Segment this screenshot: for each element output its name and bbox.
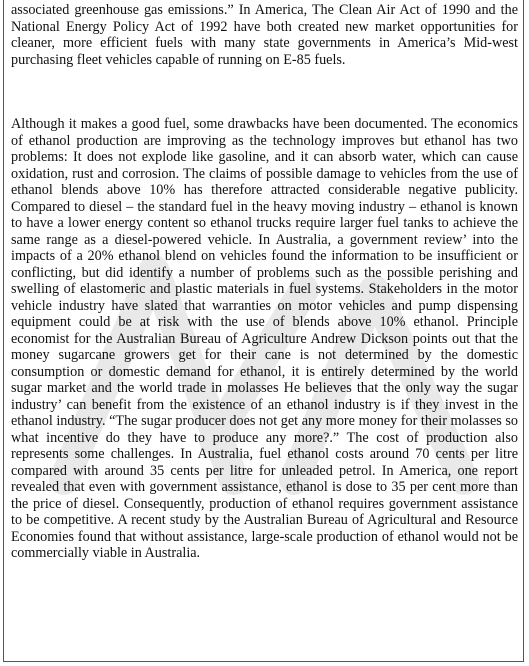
paragraph-1: associated greenhouse gas emissions.” In America, The Clean Air Act of 1990 and the National Energy Policy Act of 1992 have both created new market opportunities for cleaner, more efficient fuels with many state governments in America’s Mid-west purchasing fleet vehicles capable of running on E-85 fuels. bbox=[11, 2, 518, 68]
document-page bbox=[3, 0, 524, 662]
paragraph-2: Although it makes a good fuel, some drawbacks have been documented. The economics of ethanol production are improving as the technology improves but ethanol has two problems: It does not explode like gasoline, and it can absorb water, which can cause oxidation, rust and corrosion. The claims of possible damage to vehicles from the use of ethanol blends above 10% has therefore attracted considerable negative publicity. Compared to diesel – the standard fuel in the heavy moving industry – ethanol is known to have a lower energy content so ethanol trucks require larger fuel tanks to achieve the same range as a diesel-powered vehicle. In Australia, a government review’ into the impacts of a 20% ethanol blend on vehicles found the information to be insufficient or conflicting, but did identify a number of problems such as the possible perishing and swelling of elastomeric and plastic materials in fuel systems. Stakeholders in the motor vehicle industry have slated that warranties on motor vehicles and pump dispensing equipment could be at risk with the use of blends above 10% ethanol. Principle economist for the Australian Bureau of Agriculture Andrew Dickson points out that the money sugarcane growers get for their cane is not determined by the domestic consumption or domestic demand for ethanol, it is entirely determined by the world sugar market and the world trade in molasses He believes that the only way the sugar industry’ can benefit from the existence of an ethanol industry is if they invest in the ethanol industry. “The sugar producer does not get any more money for their molasses so what incentive do they have to produce any more?.” The cost of production also represents some challenges. In Australia, fuel ethanol costs around 70 cents per litre compared with around 35 cents per litre for unleaded petrol. In America, one report revealed that even with government assistance, ethanol is dose to 35 per cent more than the price of diesel. Consequently, production of ethanol requires government assistance to be competitive. A recent study by the Australian Bureau of Agricultural and Resource Economies found that without assistance, large-scale production of ethanol would not be commercially viable in Australia. bbox=[11, 116, 518, 561]
